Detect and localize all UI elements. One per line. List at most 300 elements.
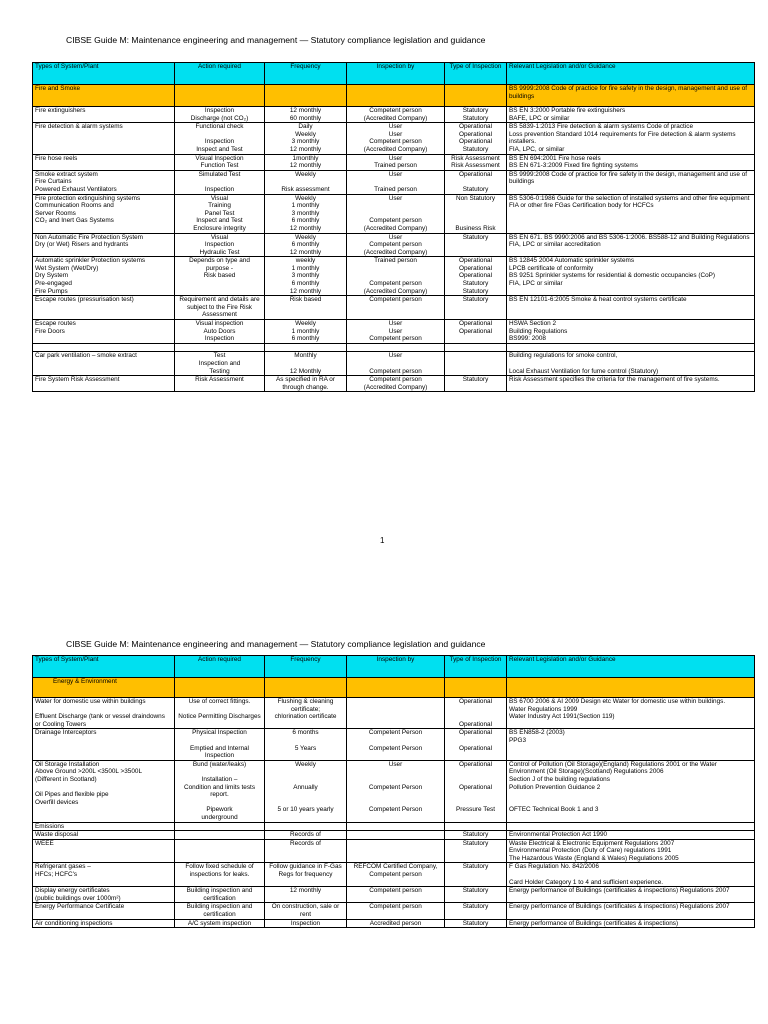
header-cell: Action required [175, 656, 265, 678]
cell-line: LPCB certificate of conformity [509, 264, 594, 272]
legislation-cell [507, 903, 755, 919]
inspection-by-cell [347, 863, 445, 887]
legislation-cell [507, 887, 755, 903]
cell-line: User [388, 233, 403, 241]
action-cell [175, 123, 265, 154]
inspection-type-cell [445, 887, 507, 903]
system-cell [33, 343, 175, 352]
inspection-by-cell [347, 107, 445, 123]
cell-line: Drainage Interceptors [35, 729, 97, 737]
section-legislation: BS 9999:2008 Code of practice for fire safety in the design, management and use of buildings [507, 85, 755, 107]
cell-line: Energy Performance Certificate [35, 903, 125, 911]
cell-line: Statutory [462, 863, 489, 871]
inspection-type-cell [445, 760, 507, 822]
cell-line: BS EN 3:2000 Portable fire extinguishers [509, 107, 626, 114]
cell-line: Operational [458, 257, 493, 265]
cell-line: Building regulations for smoke control, [509, 352, 618, 360]
cell-line: Notice Permitting Discharges [178, 713, 261, 721]
frequency-cell [265, 257, 347, 296]
action-cell [175, 107, 265, 123]
cell-line: Risk Assessment [195, 376, 244, 384]
frequency-cell [265, 352, 347, 376]
cell-line [267, 799, 344, 807]
cell-line: Weekly [295, 320, 316, 328]
cell-line: Water Industry Act 1991(Section 119) [509, 713, 615, 721]
action-cell [175, 831, 265, 840]
cell-line: 6 monthly [291, 217, 320, 225]
table-row [33, 343, 755, 352]
cell-line: Competent Person [368, 729, 423, 737]
table-row [33, 257, 755, 296]
cell-line: Fire Doors [35, 327, 65, 335]
cell-line: User [388, 352, 403, 360]
cell-line: Competent person [369, 241, 422, 249]
inspection-by-cell [347, 123, 445, 154]
inspection-by-cell [347, 903, 445, 919]
cell-line [447, 768, 504, 776]
frequency-cell [265, 170, 347, 194]
cell-line: Dry System [35, 272, 69, 280]
table-row [33, 107, 755, 123]
cell-line: Competent Person [368, 783, 423, 791]
cell-line [447, 737, 504, 745]
cell-line: Weekly [295, 130, 316, 138]
cell-line [267, 737, 344, 745]
cell-line [447, 776, 504, 784]
cell-line: Pre-engaged [35, 280, 72, 288]
inspection-type-cell [445, 729, 507, 760]
cell-line: Annually [293, 783, 318, 791]
cell-line: Statutory [462, 887, 489, 895]
cell-line: Training [208, 202, 231, 210]
cell-line: Operational [458, 123, 493, 131]
cell-line: Operational [458, 130, 493, 138]
cell-line [349, 178, 442, 186]
cell-line: User [388, 327, 403, 335]
inspection-type-cell [445, 839, 507, 863]
cell-line: Business Risk [455, 224, 496, 232]
legislation-cell [507, 919, 755, 928]
table-row [33, 320, 755, 344]
cell-line: Emptied and Internal Inspection [190, 744, 249, 760]
cell-line: Accredited person [369, 919, 422, 927]
inspection-type-cell [445, 903, 507, 919]
page-title: CIBSE Guide M: Maintenance engineering and management — Statutory compliance legislation and guidance [66, 35, 486, 45]
cell-line [349, 768, 442, 776]
cell-line: (Accredited Company) [363, 114, 428, 122]
frequency-cell [265, 320, 347, 344]
cell-line: Operational [458, 320, 493, 328]
cell-line: Waste disposal [35, 831, 79, 839]
table-row [33, 729, 755, 760]
cell-line: Visual [210, 194, 229, 202]
cell-line [447, 217, 504, 225]
cell-line: Operational [458, 760, 493, 768]
legislation-cell [507, 839, 755, 863]
cell-line: 12 monthly [289, 162, 322, 170]
cell-line: 1 monthly [291, 327, 320, 335]
cell-line: 12 monthly [289, 107, 322, 114]
cell-line: 5 or 10 years yearly [277, 806, 334, 814]
cell-line: (Accredited Company) [363, 287, 428, 295]
cell-line: OFTEC Technical Book 1 and 3 [509, 806, 599, 814]
cell-line: Building Regulations [509, 327, 568, 335]
action-cell [175, 352, 265, 376]
cell-line: Energy performance of Buildings (certificates & inspections) Regulations 2007 [509, 887, 730, 895]
cell-line: Inspection [204, 241, 235, 249]
cell-line: Discharge (not CO₂) [190, 114, 249, 122]
system-cell [33, 107, 175, 123]
cell-line: BS 5306-0:1986 Guide for the selection of installed systems and other fire equipment [509, 194, 750, 202]
cell-line: On construction, sale or rent [271, 903, 340, 919]
action-cell [175, 170, 265, 194]
action-cell [175, 839, 265, 863]
cell-line: 12 monthly [289, 224, 322, 232]
header-cell: Inspection by [347, 656, 445, 678]
cell-line: Risk Assessment specifies the criteria for the management of fire systems. [509, 376, 720, 384]
action-cell [175, 760, 265, 822]
cell-line: Operational [458, 729, 493, 737]
cell-line: 5 Years [294, 744, 317, 752]
inspection-type-cell [445, 919, 507, 928]
action-cell [175, 343, 265, 352]
cell-line: Escape routes (pressurisation test) [35, 296, 134, 304]
inspection-type-cell [445, 831, 507, 840]
system-cell [33, 194, 175, 233]
cell-line: BS 6700 2006 & AI 2009 Design etc Water for domestic use within buildings. [509, 698, 726, 705]
cell-line: Fire Pumps [35, 287, 68, 295]
legislation-cell [507, 123, 755, 154]
cell-line: weekly [295, 257, 316, 265]
cell-line: Server Rooms [35, 209, 76, 217]
inspection-by-cell [347, 154, 445, 170]
cell-line: 1 monthly [291, 202, 320, 210]
cell-line: Refrigerant gases – [35, 863, 91, 871]
cell-line: Trained person [374, 257, 417, 265]
header-cell: Type of Inspection [445, 63, 507, 85]
cell-line: BS 12845 2004 Automatic sprinkler systems [509, 257, 635, 265]
cell-line: Display energy certificates [35, 887, 110, 895]
cell-line: Operational [458, 783, 493, 791]
cell-line: Auto Doors [203, 327, 236, 335]
legislation-cell [507, 320, 755, 344]
inspection-type-cell [445, 376, 507, 392]
cell-line: Pressure Test [456, 806, 495, 814]
cell-line: User [388, 154, 403, 162]
action-cell [175, 729, 265, 760]
cell-line: Statutory [462, 296, 489, 304]
inspection-by-cell [347, 729, 445, 760]
inspection-type-cell [445, 343, 507, 352]
cell-line: BAFE, LPC or similar [509, 114, 570, 122]
cell-line: User [388, 170, 403, 178]
cell-line [349, 737, 442, 745]
action-cell [175, 154, 265, 170]
cell-line: Operational [458, 720, 493, 728]
cell-line: FIA, LPC or similar accreditation [509, 241, 601, 249]
cell-line [267, 768, 344, 776]
inspection-by-cell [347, 822, 445, 831]
cell-line: Operational [458, 698, 493, 705]
inspection-by-cell [347, 698, 445, 729]
cell-line: chlorination certificate [274, 713, 337, 721]
cell-line: Statutory [462, 376, 489, 384]
cell-line: Visual Inspection [195, 154, 244, 162]
cell-line: Pollution Prevention Guidance 2 [509, 783, 601, 791]
frequency-cell [265, 919, 347, 928]
cell-line: Risk based [289, 296, 322, 304]
cell-line: Competent Person [368, 806, 423, 814]
cell-line: Energy performance of Buildings (certificates & inspections) Regulations 2007 [509, 903, 730, 911]
cell-line: Condition and limits tests report. [183, 783, 256, 799]
inspection-by-cell [347, 170, 445, 194]
frequency-cell [265, 729, 347, 760]
cell-line: Risk Assessment [451, 162, 500, 170]
cell-line [447, 178, 504, 186]
cell-line [267, 776, 344, 784]
legislation-cell [507, 698, 755, 729]
cell-line: WEEE [35, 839, 54, 847]
cell-line: 1monthly [292, 154, 319, 162]
cell-line: REFCOM Certified Company, [353, 863, 438, 871]
system-cell [33, 296, 175, 320]
system-cell [33, 903, 175, 919]
inspection-type-cell [445, 822, 507, 831]
frequency-cell [265, 376, 347, 392]
inspection-by-cell [347, 887, 445, 903]
cell-line: Panel Test [204, 209, 235, 217]
cell-line: 1 monthly [291, 264, 320, 272]
cell-line [35, 784, 172, 792]
action-cell [175, 376, 265, 392]
header-cell: Frequency [265, 63, 347, 85]
frequency-cell [265, 839, 347, 863]
legislation-cell [507, 831, 755, 840]
cell-line: Energy performance of Buildings (certificates & inspections) [509, 919, 679, 927]
system-cell [33, 123, 175, 154]
inspection-type-cell [445, 698, 507, 729]
cell-line: F Gas Regulation No. 842/2006 [509, 863, 599, 871]
header-cell: Types of System/Plant [33, 63, 175, 85]
cell-line: Competent person [369, 280, 422, 288]
cell-line: PPG3 [509, 736, 527, 744]
inspection-by-cell [347, 839, 445, 863]
frequency-cell [265, 123, 347, 154]
cell-line: Inspection [290, 919, 321, 927]
cell-line: Competent person [369, 296, 422, 304]
inspection-type-cell [445, 123, 507, 154]
cell-line: Competent person [369, 887, 422, 895]
cell-line: Inspection and [198, 360, 241, 367]
cell-line: 12 monthly [289, 887, 322, 895]
section-title: Fire and Smoke [33, 85, 175, 107]
cell-line: Competent person [369, 217, 422, 225]
cell-line [509, 791, 752, 799]
cell-line [349, 360, 442, 368]
section-title: Energy & Environment [33, 678, 175, 698]
cell-line [509, 799, 752, 807]
inspection-by-cell [347, 343, 445, 352]
action-cell [175, 698, 265, 729]
table-header-row [33, 63, 755, 85]
inspection-type-cell [445, 154, 507, 170]
header-cell: Relevant Legislation and/or Guidance [507, 63, 755, 85]
cell-line [349, 799, 442, 807]
table-row [33, 376, 755, 392]
system-cell [33, 352, 175, 376]
cell-line: 6 months [292, 729, 319, 737]
header-cell: Inspection by [347, 63, 445, 85]
legislation-cell [507, 107, 755, 123]
cell-line: BS 9999:2008 Code of practice for fire safety in the design, management and use of buildings [509, 170, 748, 186]
action-cell [175, 194, 265, 233]
section-row [33, 678, 755, 698]
action-cell [175, 822, 265, 831]
frequency-cell [265, 887, 347, 903]
legislation-cell [507, 194, 755, 233]
legislation-cell [507, 376, 755, 392]
inspection-type-cell [445, 863, 507, 887]
inspection-type-cell [445, 296, 507, 320]
cell-line: Fire detection & alarm systems [35, 123, 123, 131]
cell-line: Statutory [462, 107, 489, 114]
legislation-cell [507, 343, 755, 352]
cell-line: (public buildings over 1000m²) [35, 894, 121, 902]
header-cell: Frequency [265, 656, 347, 678]
cell-line: Follow guidance in F-Gas Regs for frequency [269, 863, 342, 879]
cell-line: Weekly [295, 233, 316, 241]
cell-line: Communication Rooms and [35, 202, 114, 210]
cell-line: Inspect and Test [196, 217, 243, 225]
legislation-cell [507, 760, 755, 822]
inspection-by-cell [347, 257, 445, 296]
cell-line: Records of [290, 839, 321, 847]
cell-line [177, 706, 262, 714]
cell-line: Wet System (Wet/Dry) [35, 264, 99, 272]
table-row [33, 839, 755, 863]
page-title: CIBSE Guide M: Maintenance engineering and management — Statutory compliance legislation and guidance [66, 639, 486, 649]
action-cell [175, 296, 265, 320]
legislation-cell [507, 154, 755, 170]
system-cell [33, 376, 175, 392]
page-number: 1 [380, 536, 385, 545]
cell-line: User [388, 320, 403, 328]
cell-line [349, 791, 442, 799]
cell-line: Statutory [462, 287, 489, 295]
cell-line: (Different in Scotland) [35, 775, 97, 783]
cell-line: Statutory [462, 831, 489, 839]
cell-line: FIA, LPC or similar [509, 280, 563, 288]
cell-line: Statutory [462, 145, 489, 153]
cell-line: Enclosure integrity [193, 224, 246, 232]
cell-line [267, 791, 344, 799]
cell-line [177, 131, 262, 139]
inspection-type-cell [445, 257, 507, 296]
inspection-type-cell [445, 194, 507, 233]
cell-line: Fire System Risk Assessment [35, 376, 120, 384]
cell-line [447, 202, 504, 210]
cell-line: 6 monthly [291, 280, 320, 288]
cell-line: Trained person [374, 162, 417, 170]
cell-line [349, 210, 442, 218]
cell-line [267, 178, 344, 186]
cell-line: Testing [209, 367, 230, 375]
frequency-cell [265, 863, 347, 887]
action-cell [175, 903, 265, 919]
cell-line: Daily [298, 123, 313, 131]
cell-line: Emissions [35, 822, 65, 830]
section-row [33, 85, 755, 107]
cell-line [35, 706, 172, 714]
cell-line [349, 202, 442, 210]
cell-line: Weekly [295, 760, 316, 768]
cell-line: Competent person [369, 367, 422, 375]
inspection-by-cell [347, 194, 445, 233]
cell-line: Pipework [206, 806, 233, 814]
cell-line: User [388, 194, 403, 202]
system-cell [33, 887, 175, 903]
cell-line: Smoke extract system [35, 170, 98, 178]
cell-line: Fire Curtains [35, 178, 72, 186]
legislation-cell [507, 296, 755, 320]
cell-line: 6 monthly [291, 241, 320, 249]
cell-line [177, 768, 262, 776]
cell-line: Test [213, 352, 226, 360]
cell-line: Trained person [374, 185, 417, 193]
cell-line: CO₂ and Inert Gas Systems [35, 217, 114, 225]
table-row [33, 887, 755, 903]
cell-line: 6 monthly [291, 335, 320, 343]
table-row [33, 123, 755, 154]
cell-line: Escape routes [35, 320, 76, 328]
cell-line: Operational [458, 138, 493, 146]
cell-line: Statutory [462, 114, 489, 122]
header-cell: Action required [175, 63, 265, 85]
legislation-cell [507, 863, 755, 887]
cell-line: BS EN 671. BS 9990:2006 and BS 5306-1:2006. BS588-12 and Building Regulations [509, 233, 750, 241]
cell-line [509, 360, 752, 368]
cell-line: Inspect and Test [196, 145, 243, 153]
inspection-by-cell [347, 233, 445, 257]
cell-line: (Accredited Company) [363, 145, 428, 153]
cell-line: HFCs; HCFC's [35, 871, 78, 879]
cell-line: Statutory [462, 185, 489, 193]
action-cell [175, 919, 265, 928]
cell-line: Control of Pollution (Oil Storage)(England) Regulations 2001 or the Water Environment (Oil Storage)(Scotland) Regulations 2006 [509, 760, 717, 776]
cell-line: Use of correct fittings. [188, 698, 251, 705]
cell-line: 3 monthly [291, 138, 320, 146]
cell-line: Operational [458, 272, 493, 280]
cell-line: Statutory [462, 233, 489, 241]
cell-line: Oil Storage Installation [35, 760, 100, 768]
cell-line [447, 713, 504, 721]
legislation-cell [507, 352, 755, 376]
action-cell [175, 887, 265, 903]
cell-line: Above Ground >200L <3500L >3500L [35, 768, 143, 776]
cell-line [509, 871, 752, 879]
frequency-cell [265, 343, 347, 352]
system-cell [33, 170, 175, 194]
cell-line: A/C system inspection [187, 919, 252, 927]
header-cell: Type of Inspection [445, 656, 507, 678]
system-cell [33, 257, 175, 296]
inspection-by-cell [347, 919, 445, 928]
cell-line: Installation – [201, 775, 238, 783]
table-row [33, 863, 755, 887]
system-cell [33, 831, 175, 840]
cell-line [177, 799, 262, 807]
cell-line: User [388, 123, 403, 131]
